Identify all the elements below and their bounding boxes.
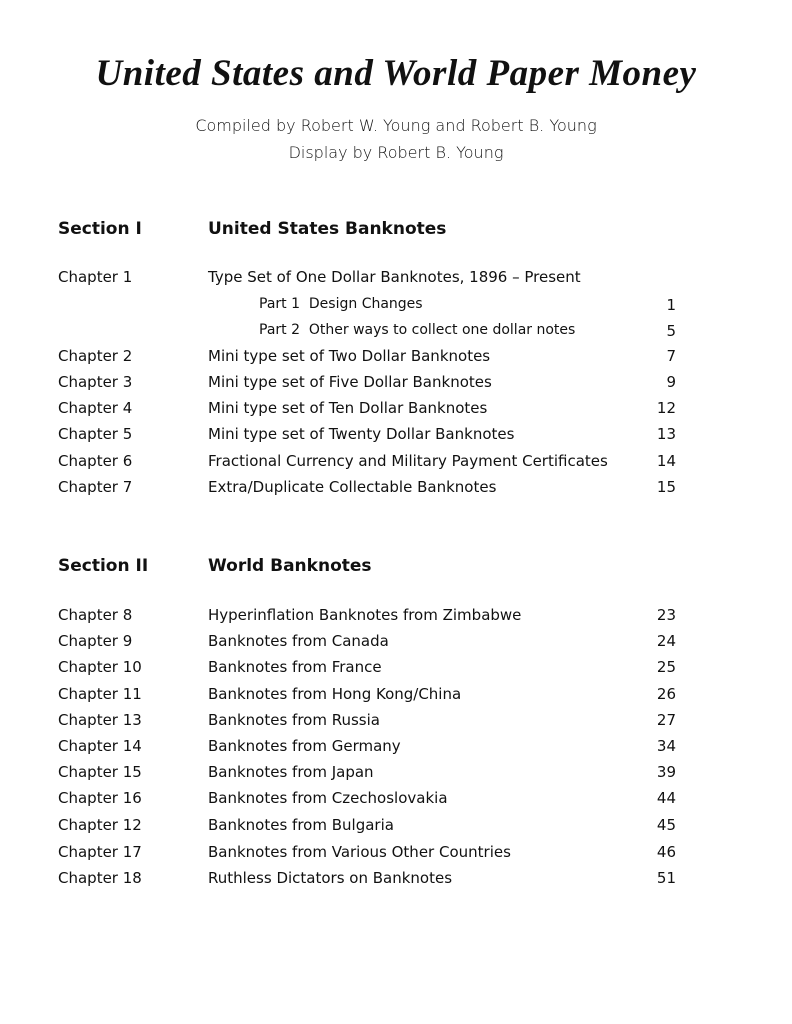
chapter-title: Mini type set of Twenty Dollar Banknotes <box>208 425 515 443</box>
toc-row <box>0 373 792 397</box>
chapter-title: Banknotes from Bulgaria <box>208 816 394 834</box>
chapter-label: Chapter 6 <box>58 452 133 470</box>
section-title: United States Banknotes <box>208 219 447 239</box>
page-number: 12 <box>656 399 676 417</box>
chapter-title: Banknotes from Hong Kong/China <box>208 685 462 703</box>
chapter-label: Chapter 11 <box>58 685 142 703</box>
page-number: 13 <box>656 425 676 443</box>
chapter-label: Chapter 1 <box>58 268 133 286</box>
toc-row <box>0 632 792 656</box>
toc-row <box>0 322 792 346</box>
section-header <box>0 556 792 580</box>
part-title: Design Changes <box>308 296 423 312</box>
page-number: 45 <box>656 816 676 834</box>
compiled-by: Compiled by Robert W. Young and Robert B. Young <box>195 116 597 135</box>
page-number: 46 <box>656 843 676 861</box>
chapter-title: Banknotes from Czechoslovakia <box>208 789 448 807</box>
chapter-label: Chapter 15 <box>58 763 142 781</box>
chapter-label: Chapter 18 <box>58 869 142 887</box>
chapter-label: Chapter 14 <box>58 737 142 755</box>
toc-row <box>0 606 792 630</box>
chapter-label: Chapter 2 <box>58 347 133 365</box>
chapter-label: Chapter 8 <box>58 606 133 624</box>
chapter-label: Chapter 7 <box>58 478 133 496</box>
toc-row <box>0 452 792 476</box>
chapter-label: Chapter 10 <box>58 658 142 676</box>
page-title: United States and World Paper Money <box>95 53 697 94</box>
part-entry <box>259 296 423 312</box>
toc-row <box>0 737 792 761</box>
page-number: 7 <box>666 347 676 365</box>
toc-row <box>0 711 792 735</box>
toc-row <box>0 425 792 449</box>
page-number: 9 <box>666 373 676 391</box>
page-number: 39 <box>656 763 676 781</box>
toc-row <box>0 658 792 682</box>
part-label: Part 2 <box>259 322 300 338</box>
toc-row <box>0 789 792 813</box>
chapter-title: Banknotes from Russia <box>208 711 380 729</box>
part-label: Part 1 <box>259 296 300 312</box>
chapter-label: Chapter 17 <box>58 843 142 861</box>
chapter-title: Type Set of One Dollar Banknotes, 1896 – Present <box>208 268 581 286</box>
page-number: 51 <box>656 869 676 887</box>
chapter-label: Chapter 12 <box>58 816 142 834</box>
chapter-title: Banknotes from France <box>208 658 382 676</box>
section-label: Section I <box>58 219 142 239</box>
chapter-title: Mini type set of Ten Dollar Banknotes <box>208 399 488 417</box>
chapter-title: Banknotes from Canada <box>208 632 389 650</box>
toc-row <box>0 478 792 502</box>
toc-row <box>0 347 792 371</box>
toc-row <box>0 685 792 709</box>
part-entry <box>259 322 575 338</box>
page-number: 14 <box>656 452 676 470</box>
page-number: 44 <box>656 789 676 807</box>
page-number: 5 <box>666 322 676 340</box>
toc-row <box>0 843 792 867</box>
page-number: 23 <box>656 606 676 624</box>
chapter-label: Chapter 9 <box>58 632 133 650</box>
section-label: Section II <box>58 556 149 576</box>
chapter-title: Banknotes from Various Other Countries <box>208 843 511 861</box>
chapter-label: Chapter 16 <box>58 789 142 807</box>
page-number: 25 <box>656 658 676 676</box>
page-number: 15 <box>656 478 676 496</box>
page-number: 24 <box>656 632 676 650</box>
toc-row <box>0 399 792 423</box>
chapter-label: Chapter 5 <box>58 425 133 443</box>
page-number: 34 <box>656 737 676 755</box>
chapter-title: Ruthless Dictators on Banknotes <box>208 869 453 887</box>
toc-row <box>0 296 792 320</box>
toc-row <box>0 816 792 840</box>
page-number: 1 <box>666 296 676 314</box>
page-number: 27 <box>656 711 676 729</box>
chapter-title: Banknotes from Germany <box>208 737 401 755</box>
toc-row <box>0 763 792 787</box>
chapter-title: Mini type set of Five Dollar Banknotes <box>208 373 492 391</box>
part-title: Other ways to collect one dollar notes <box>308 322 576 338</box>
chapter-title: Mini type set of Two Dollar Banknotes <box>208 347 491 365</box>
section-title: World Banknotes <box>208 556 372 576</box>
chapter-title: Hyperinflation Banknotes from Zimbabwe <box>208 606 522 624</box>
chapter-title: Extra/Duplicate Collectable Banknotes <box>208 478 497 496</box>
chapter-label: Chapter 4 <box>58 399 133 417</box>
chapter-title: Fractional Currency and Military Payment Certificates <box>208 452 608 470</box>
toc-row <box>0 869 792 893</box>
page-number: 26 <box>656 685 676 703</box>
section-header <box>0 219 792 243</box>
toc-row <box>0 268 792 292</box>
chapter-title: Banknotes from Japan <box>208 763 374 781</box>
chapter-label: Chapter 13 <box>58 711 142 729</box>
display-by: Display by Robert B. Young <box>288 143 504 162</box>
chapter-label: Chapter 3 <box>58 373 133 391</box>
